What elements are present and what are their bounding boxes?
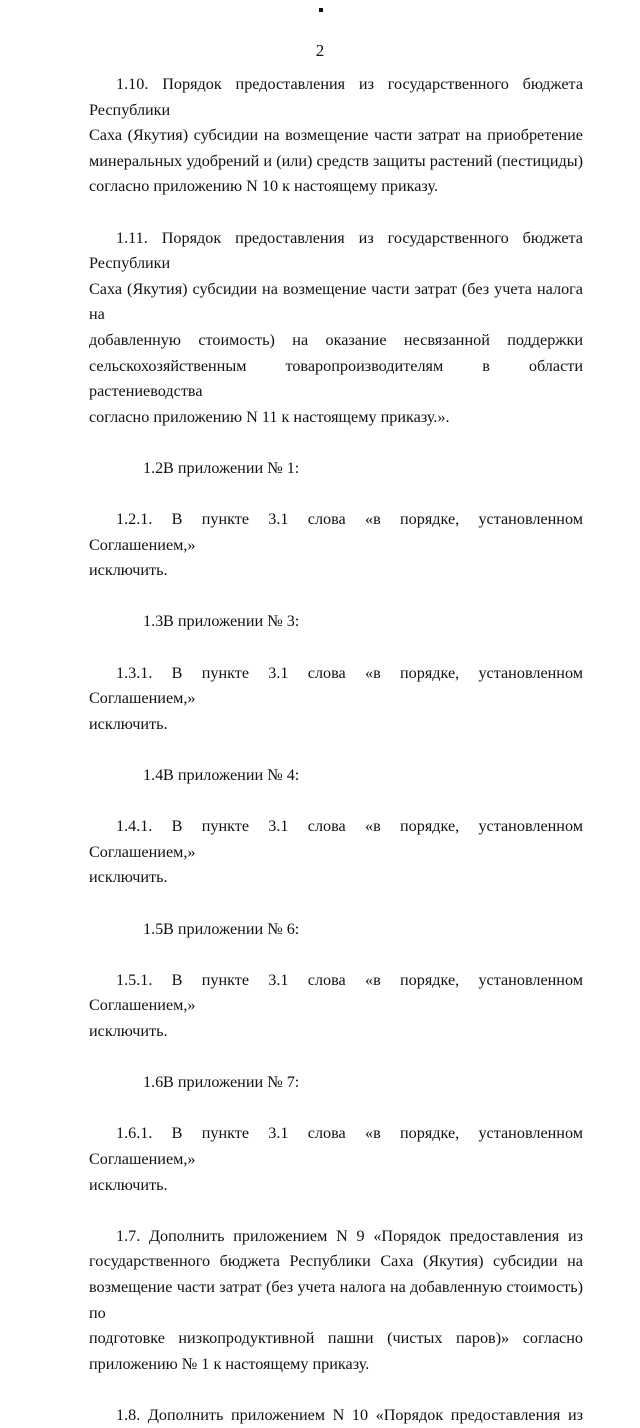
text-line: минеральных удобрений и (или) средств защиты растений (пестициды) [89, 151, 583, 170]
text-line: государственного бюджета Республики Саха (Якутия) субсидии на [89, 1252, 583, 1271]
paragraph-1-2 [89, 456, 583, 482]
text-line: 1.10. Порядок предоставления из государственного бюджета Республики [89, 75, 583, 119]
text-line: Саха (Якутия) субсидии на возмещение части затрат на приобретение [89, 126, 583, 145]
paragraph-1-4 [89, 763, 583, 789]
paragraph-1-8 [89, 1403, 583, 1428]
item-text: В приложении № 4: [163, 766, 300, 785]
paragraph-1-10 [89, 72, 583, 200]
text-line: исключить. [89, 1175, 168, 1194]
item-number: 1.3. [143, 612, 168, 631]
item-number: 1.4. [143, 766, 168, 785]
text-line: исключить. [89, 868, 168, 887]
text-line: приложению № 1 к настоящему приказу. [89, 1354, 370, 1373]
paragraph-1-5 [89, 917, 583, 943]
text-line: 1.3.1. В пункте 3.1 слова «в порядке, установленном Соглашением,» [89, 663, 583, 708]
text-line: 1.5.1. В пункте 3.1 слова «в порядке, установленном Соглашением,» [89, 970, 583, 1015]
paragraph-1-6 [89, 1070, 583, 1096]
item-number: 1.2. [143, 458, 168, 477]
paragraph-1-3-1 [89, 661, 583, 738]
text-line: подготовке низкопродуктивной пашни (чистых паров)» согласно [89, 1329, 583, 1348]
scan-dot [319, 8, 323, 12]
item-number: 1.6. [143, 1073, 168, 1092]
document-body [89, 72, 583, 1428]
text-line: сельскохозяйственным товаропроизводителям в области растениеводства [89, 356, 583, 401]
text-line: 1.11. Порядок предоставления из государственного бюджета Республики [89, 228, 583, 273]
page-number: 2 [315, 41, 325, 60]
text-line: 1.7. Дополнить приложением N 9 «Порядок предоставления из [116, 1226, 583, 1245]
text-line: согласно приложению N 10 к настоящему приказу. [89, 177, 438, 196]
text-line: возмещение части затрат (без учета налога на добавленную стоимость) по [89, 1277, 583, 1322]
paragraph-1-2-1 [89, 507, 583, 584]
paragraph-1-11 [89, 226, 583, 431]
item-text: В приложении № 7: [163, 1073, 300, 1092]
text-line: 1.6.1. В пункте 3.1 слова «в порядке, установленном Соглашением,» [89, 1124, 583, 1168]
item-text: В приложении № 3: [163, 612, 300, 631]
paragraph-1-7 [89, 1224, 583, 1378]
paragraph-1-6-1 [89, 1121, 583, 1198]
text-line: согласно приложению N 11 к настоящему приказу.». [89, 407, 450, 426]
paragraph-1-3 [89, 609, 583, 635]
text-line: 1.4.1. В пункте 3.1 слова «в порядке, установленном Соглашением,» [89, 817, 583, 861]
text-line: добавленную стоимость) на оказание несвязанной поддержки [89, 330, 583, 349]
text-line: исключить. [89, 561, 168, 580]
paragraph-1-4-1 [89, 814, 583, 891]
text-line: Саха (Якутия) субсидии на возмещение части затрат (без учета налога на [89, 279, 583, 324]
text-line: исключить. [89, 1021, 168, 1040]
item-text: В приложении № 1: [163, 458, 300, 477]
paragraph-1-5-1 [89, 968, 583, 1045]
item-number: 1.5. [143, 919, 168, 938]
text-line: 1.2.1. В пункте 3.1 слова «в порядке, установленном Соглашением,» [89, 510, 583, 554]
text-line: 1.8. Дополнить приложением N 10 «Порядок предоставления из [116, 1405, 583, 1424]
item-text: В приложении № 6: [163, 919, 300, 938]
text-line: исключить. [89, 714, 168, 733]
